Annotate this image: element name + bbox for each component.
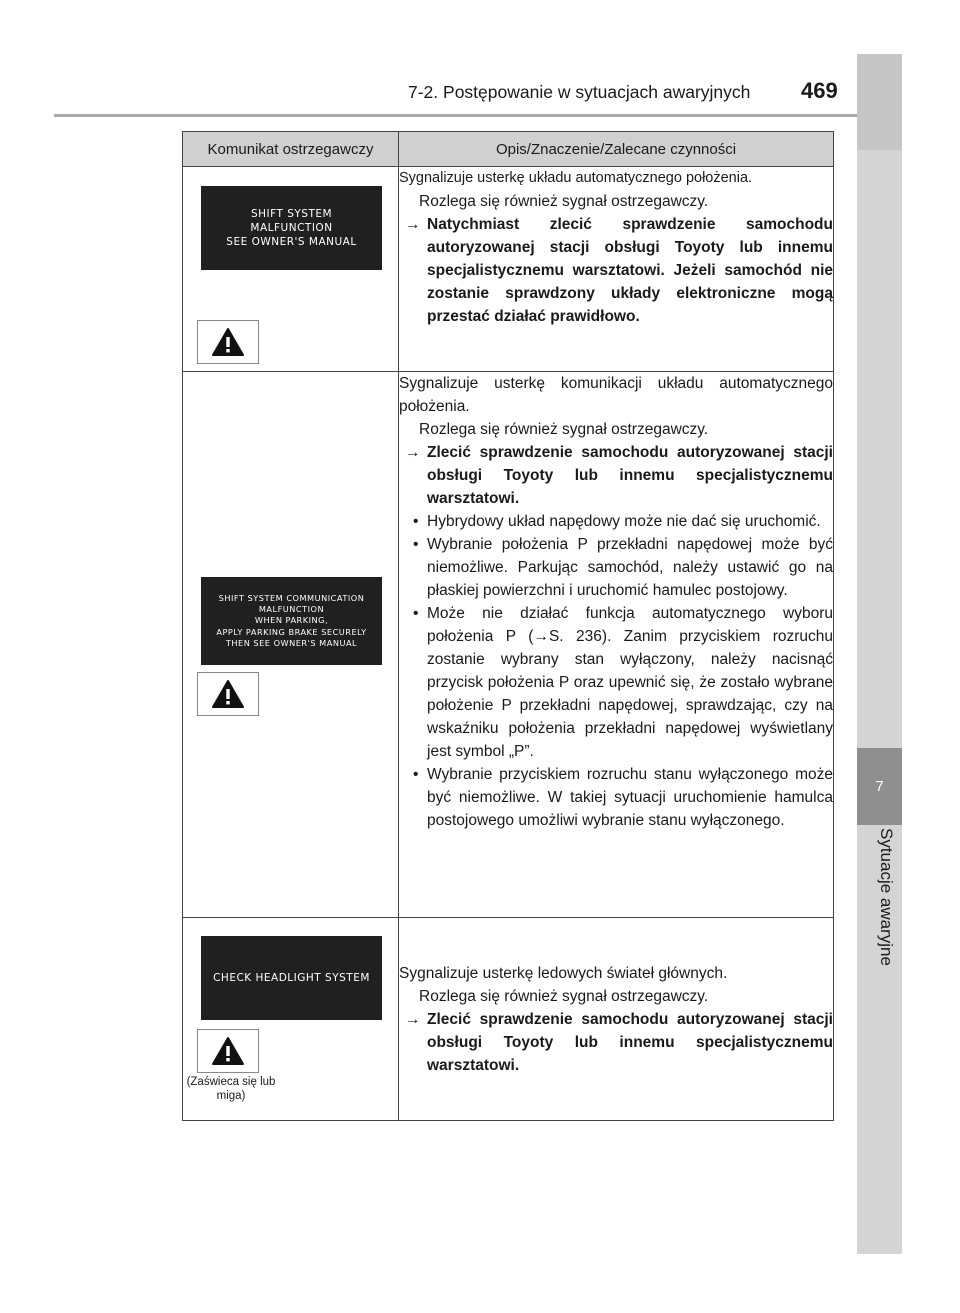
side-tab-top: [857, 54, 902, 150]
description-cell: [399, 372, 834, 918]
recommended-action: [399, 441, 833, 510]
description-subtext: Rozlega się również sygnał ostrzegawczy.: [419, 421, 709, 438]
arrow-right-icon: →: [405, 444, 421, 461]
description-text: Sygnalizuje usterkę komunikacji układu automatycznego położenia.: [399, 375, 833, 415]
bullet-text: ). Zanim przyciskiem rozruchu zostanie wybrany stan wyłączony, należy nacisnąć przycisk położenia P oraz upewnić się, że zostało wybrane położenie P przekładni napędowej, sprawdzając, czy na wskaźniku położenia przekładni napędowej wyświetlany jest symbol „P”.: [427, 628, 833, 760]
recommended-action: [399, 1008, 833, 1077]
chapter-side-tab: [857, 54, 902, 1254]
list-item: • Hybrydowy układ napędowy może nie dać się uruchomić.: [413, 513, 821, 530]
table-row: [183, 372, 834, 918]
display-message-panel: [201, 577, 382, 665]
section-title: 7-2. Postępowanie w sytuacjach awaryjnych: [408, 82, 751, 102]
action-text: Zlecić sprawdzenie samochodu autoryzowanej stacji obsługi Toyoty lub innemu specjalistycznemu warsztatowi.: [427, 1011, 833, 1074]
message-line: SHIFT SYSTEM COMMUNICATION: [218, 593, 365, 604]
description-text: Sygnalizuje usterkę układu automatycznego położenia.: [399, 170, 753, 186]
message-line: CHECK HEADLIGHT SYSTEM: [213, 971, 370, 984]
bullet-text: Wybranie położenia P przekładni napędowej może być niemożliwe. Parkując samochód, należy ustawić go na płaskiej powierzchni i uruchomić hamulec postojowy.: [427, 536, 833, 599]
arrow-right-icon: →: [405, 216, 421, 233]
warning-table: [182, 131, 834, 1121]
warning-triangle-icon: [211, 679, 245, 709]
description-cell: [399, 918, 834, 1121]
description-subtext: Rozlega się również sygnał ostrzegawczy.: [419, 193, 709, 210]
table-header-row: [183, 132, 834, 167]
arrow-right-icon: →: [405, 1011, 421, 1028]
warning-triangle-icon: [211, 1036, 245, 1066]
warning-light: [197, 672, 259, 716]
warning-triangle-icon: [211, 327, 245, 357]
description-text: Sygnalizuje usterkę ledowych świateł głównych.: [399, 965, 728, 982]
message-line: THEN SEE OWNER'S MANUAL: [225, 637, 358, 648]
chapter-number: 7: [857, 748, 902, 825]
page-number: 469: [801, 78, 838, 103]
action-text: Zlecić sprawdzenie samochodu autoryzowanej stacji obsługi Toyoty lub innemu specjalistycznemu warsztatowi.: [427, 444, 833, 507]
list-item: • Wybranie przyciskiem rozruchu stanu wyłączonego może być niemożliwe. W takiej sytuacji uruchomienie hamulca postojowego umożliwi wybranie stanu wyłączonego.: [413, 766, 833, 829]
message-line: WHEN PARKING,: [254, 615, 329, 626]
description-cell: [399, 167, 834, 372]
display-message-panel: [201, 936, 382, 1020]
message-line: SEE OWNER'S MANUAL: [226, 236, 357, 249]
display-message-panel: [201, 186, 382, 270]
bullet-text: Wybranie przyciskiem rozruchu stanu wyłączonego może być niemożliwe. W takiej sytuacji uruchomienie hamulca postojowego umożliwi wybranie stanu wyłączonego.: [427, 766, 833, 829]
message-line: MALFUNCTION: [250, 221, 333, 234]
recommended-action: [399, 213, 833, 328]
bullet-text: Hybrydowy układ napędowy może nie dać się uruchomić.: [427, 513, 821, 530]
chapter-label: Sytuacje awaryjne: [877, 828, 896, 966]
table-row: [183, 167, 834, 372]
bullet-text: Może nie działać funkcja automatycznego wyboru położenia P (: [427, 605, 833, 645]
action-text: Natychmiast zlecić sprawdzenie samochodu autoryzowanej stacji obsługi Toyoty lub innemu specjalistycznemu warsztatowi. Jeżeli samochód nie zostanie sprawdzony układy elektroniczne mogą przestać działać prawidłowo.: [427, 216, 833, 325]
column-header-description: Opis/Znaczenie/Zalecane czynności: [399, 132, 834, 167]
message-cell: [183, 918, 399, 1121]
warning-light: [197, 320, 259, 364]
message-cell: [183, 167, 399, 372]
column-header-message: Komunikat ostrzegawczy: [183, 132, 399, 167]
table-row: [183, 918, 834, 1121]
message-line: SHIFT SYSTEM: [250, 207, 333, 220]
warning-light: [197, 1029, 259, 1073]
header-rule: [54, 114, 857, 117]
list-item: • Wybranie położenia P przekładni napędowej może być niemożliwe. Parkując samochód, należy ustawić go na płaskiej powierzchni i uruchomić hamulec postojowy.: [413, 536, 833, 599]
list-item: • Może nie działać funkcja automatycznego wyboru położenia P (→S. 236). Zanim przyciskiem rozruchu zostanie wybrany stan wyłączony, należy nacisnąć przycisk położenia P oraz upewnić się, że zostało wybrane położenie P przekładni napędowej, sprawdzając, czy na wskaźniku położenia przekładni napędowej wyświetlany jest symbol „P”.: [413, 605, 833, 760]
message-line: MALFUNCTION: [258, 604, 325, 615]
page-reference-link[interactable]: →S. 236: [533, 628, 602, 645]
warning-note: (Zaświeca się lub miga): [186, 1076, 276, 1102]
arrow-right-icon: →: [533, 628, 549, 645]
message-cell: [183, 372, 399, 918]
description-subtext: Rozlega się również sygnał ostrzegawczy.: [419, 988, 709, 1005]
message-line: APPLY PARKING BRAKE SECURELY: [216, 626, 367, 637]
